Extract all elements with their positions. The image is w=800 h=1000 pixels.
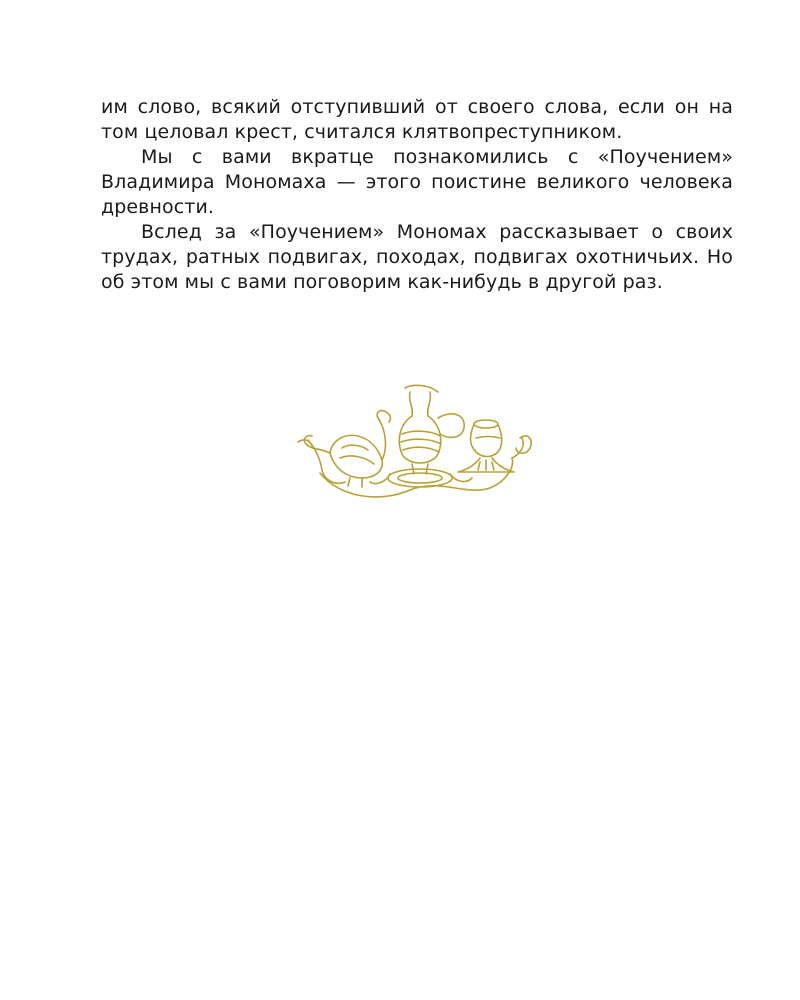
paragraph-1: им слово, всякий отступивший от своего слова, если он на том целовал крест, считался клятвопреступником. — [101, 96, 733, 143]
text-block — [101, 95, 733, 295]
paragraph-3: Вслед за «Поучением» Мономах рассказывает о своих трудах, ратных подвигах, походах, подвигах охотничьих. Но об этом мы с вами поговорим как-нибудь в другой раз. — [101, 221, 733, 293]
paragraph-2: Мы с вами вкратце познакомились с «Поучением» Владимира Мономаха — этого поистине великого человека древности. — [101, 146, 733, 218]
decorative-ornament-icon — [290, 378, 540, 508]
